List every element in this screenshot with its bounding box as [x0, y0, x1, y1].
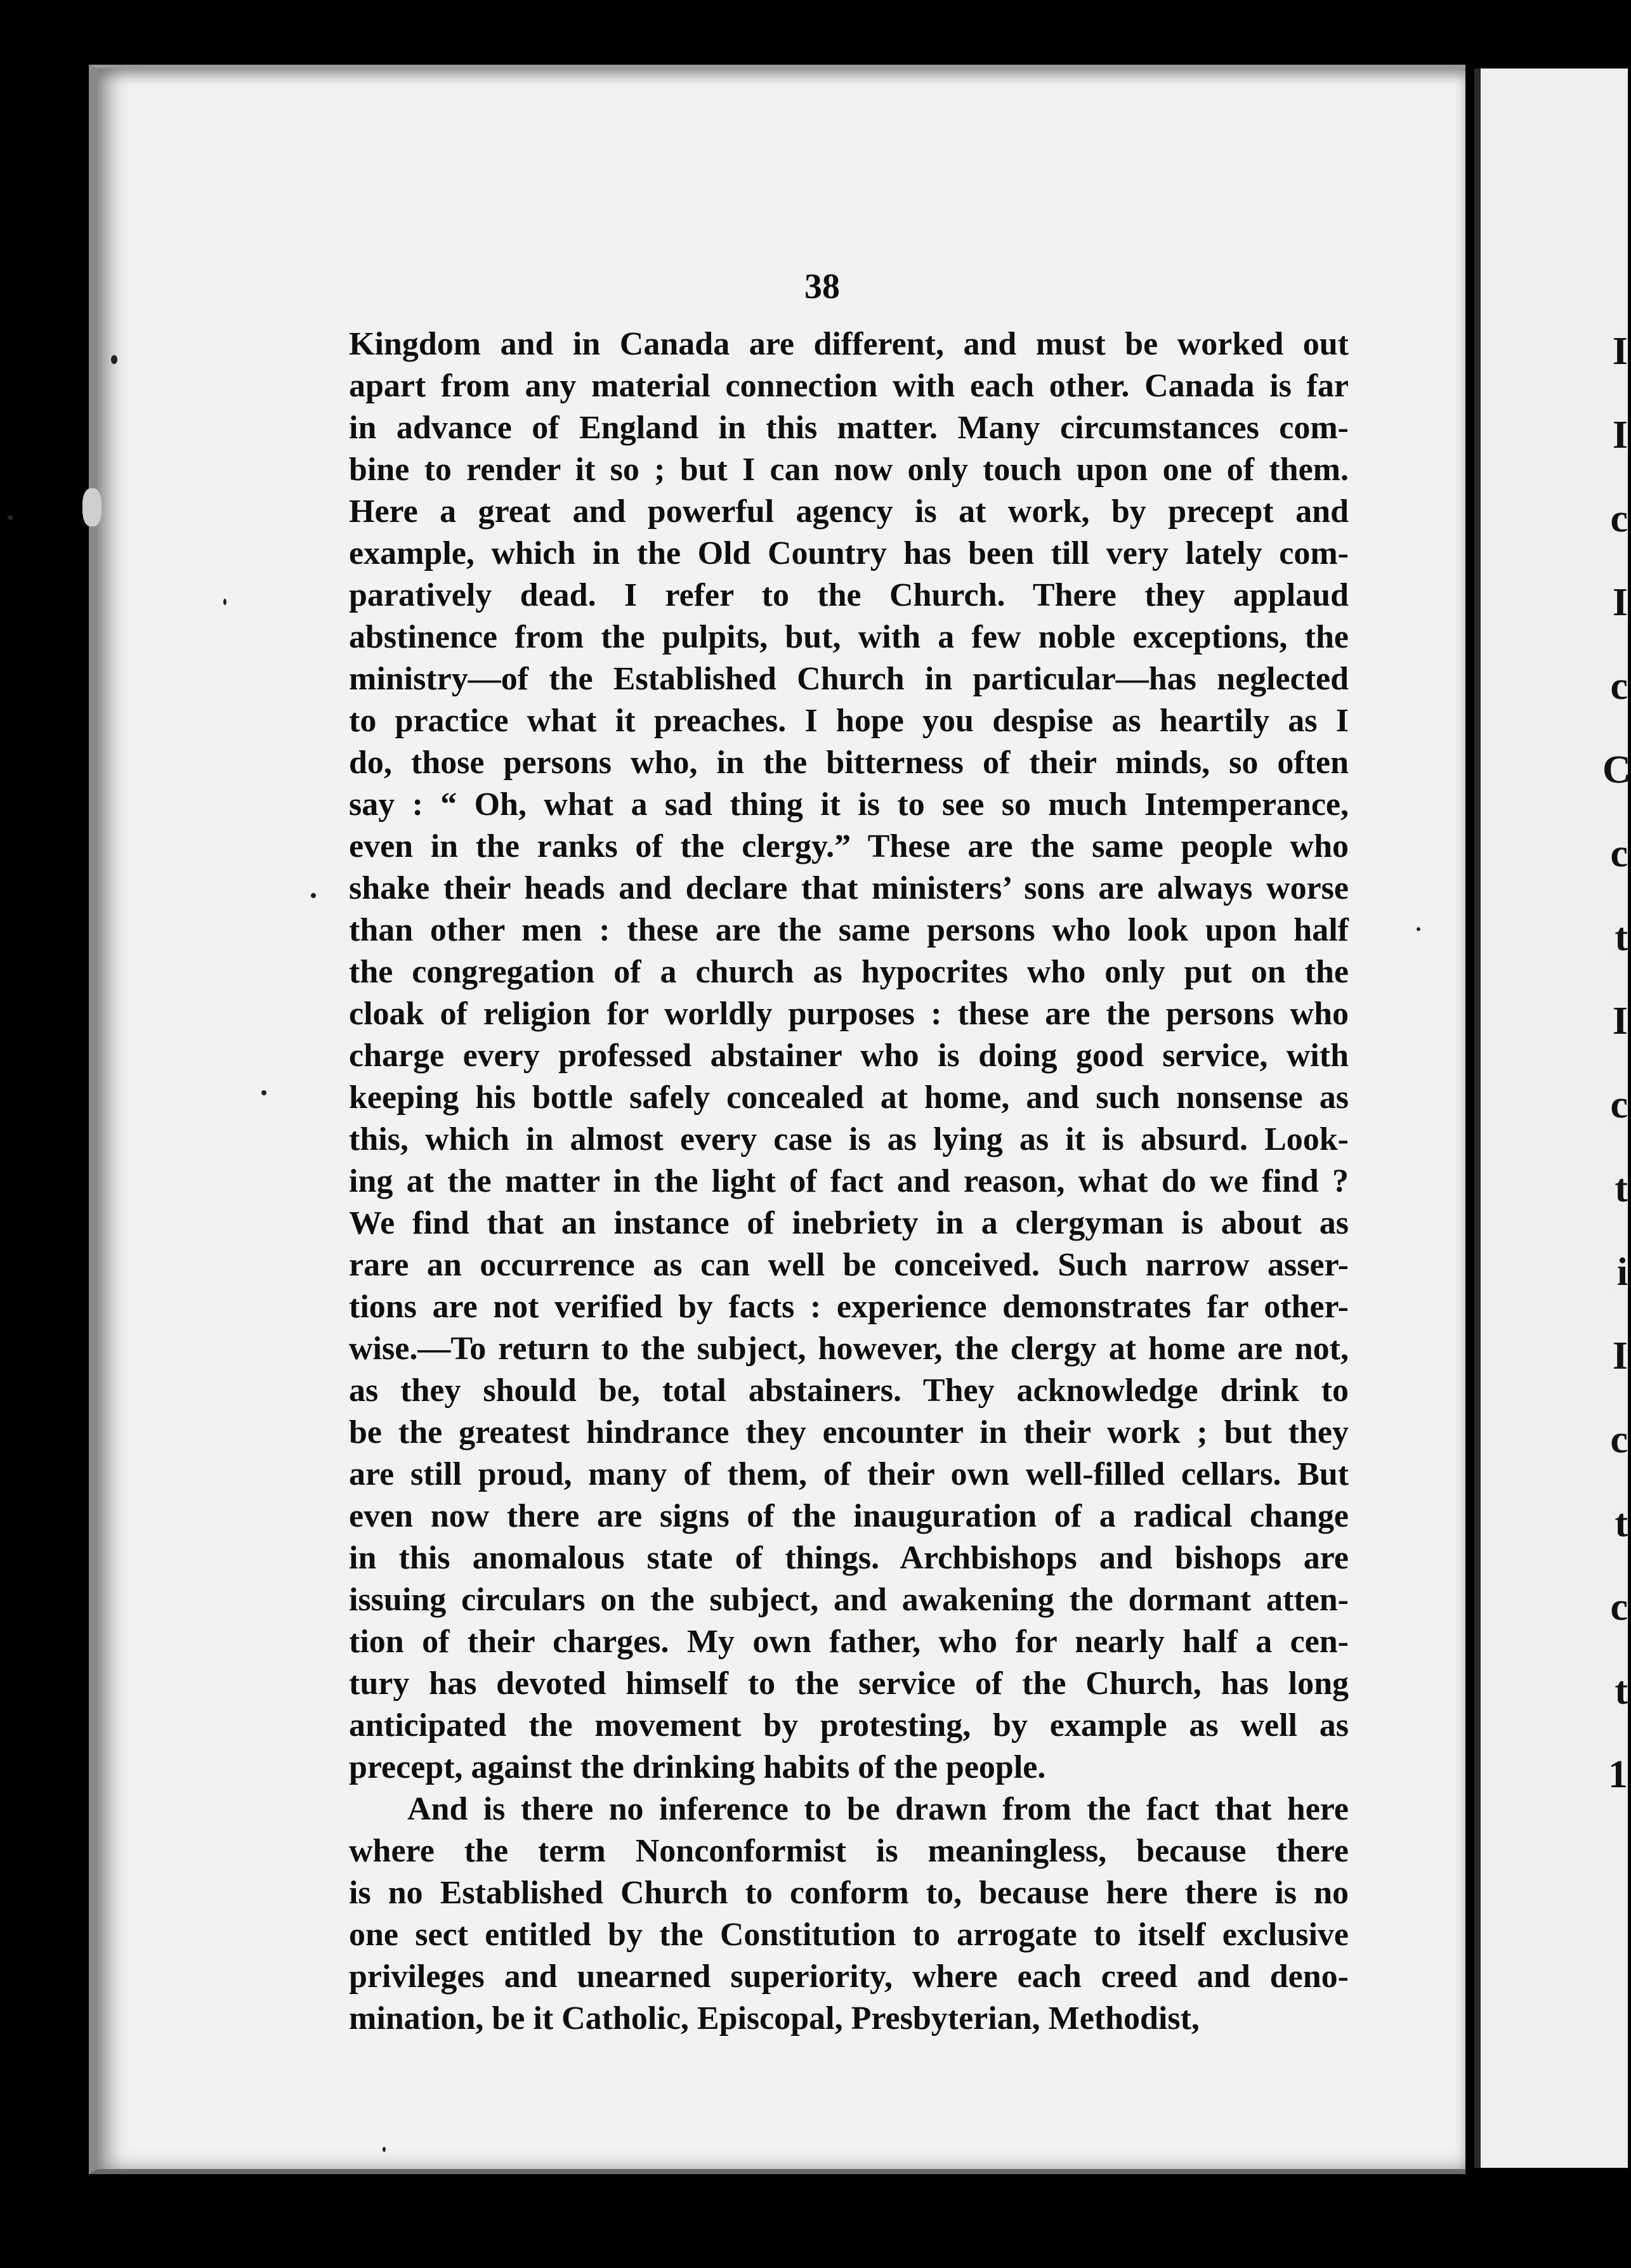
- text-line: shake their heads and declare that ministers’ sons are always worse: [349, 870, 1349, 906]
- edge-glyph: t: [1615, 1167, 1628, 1210]
- text-line: ministry—of the Established Church in particular—has neglected: [349, 661, 1349, 697]
- scan-speck: [223, 599, 226, 605]
- text-line: tury has devoted himself to the service of the Church, has long: [349, 1665, 1349, 1702]
- text-line: tion of their charges. My own father, who for nearly half a cen-: [349, 1624, 1349, 1660]
- scan-speck: [111, 355, 117, 364]
- text-line: than other men : these are the same persons who look upon half: [349, 912, 1349, 948]
- edge-glyph: c: [1610, 832, 1628, 875]
- scan-speck: [311, 893, 316, 898]
- text-line: We find that an instance of inebriety in a clergyman is about as: [349, 1205, 1349, 1241]
- page-number: 38: [804, 267, 840, 306]
- text-line: where the term Nonconformist is meaningless, because there: [349, 1833, 1349, 1869]
- edge-glyph: c: [1610, 1586, 1628, 1629]
- text-line: cloak of religion for worldly purposes : these are the persons who: [349, 996, 1349, 1032]
- scan-speck: [8, 515, 13, 520]
- body-text: [349, 323, 1349, 2040]
- text-line: rare an occurrence as can well be conceived. Such narrow asser-: [349, 1247, 1349, 1283]
- text-line: even in the ranks of the clergy.” These are the same people who: [349, 828, 1349, 864]
- edge-glyph: I: [1612, 1334, 1628, 1378]
- edge-glyph: I: [1612, 1000, 1628, 1043]
- text-line: in advance of England in this matter. Many circumstances com-: [349, 410, 1349, 446]
- edge-glyph: i: [1616, 1251, 1628, 1294]
- edge-glyph: I: [1612, 330, 1628, 373]
- scan-speck: [383, 2147, 386, 2152]
- text-line: in this anomalous state of things. Archbishops and bishops are: [349, 1540, 1349, 1576]
- text-line: are still proud, many of them, of their own well-filled cellars. But: [349, 1456, 1349, 1492]
- edge-glyph: C: [1602, 748, 1631, 792]
- edge-glyph: t: [1615, 1669, 1628, 1712]
- text-line: precept, against the drinking habits of the people.: [349, 1749, 1046, 1785]
- text-line: do, those persons who, in the bitterness of their minds, so often: [349, 745, 1349, 781]
- text-line: And is there no inference to be drawn from the fact that here: [407, 1791, 1349, 1827]
- text-line: is no Established Church to conform to, because here there is no: [349, 1875, 1349, 1911]
- edge-glyph: c: [1610, 1418, 1628, 1461]
- text-line: example, which in the Old Country has been till very lately com-: [349, 535, 1349, 571]
- adjacent-page-text-fragments: [1602, 310, 1631, 1816]
- text-line: bine to render it so ; but I can now only touch upon one of them.: [349, 452, 1349, 488]
- edge-glyph: c: [1610, 1083, 1628, 1126]
- text-line: tions are not verified by facts : experience demonstrates far other-: [349, 1289, 1349, 1325]
- edge-glyph: I: [1612, 414, 1628, 457]
- edge-glyph: c: [1610, 497, 1628, 540]
- edge-glyph: t: [1615, 1502, 1628, 1545]
- edge-glyph: t: [1615, 916, 1628, 959]
- text-line: as they should be, total abstainers. They acknowledge drink to: [349, 1372, 1349, 1409]
- text-line: wise.—To return to the subject, however, the clergy at home are not,: [349, 1331, 1349, 1367]
- text-line: this, which in almost every case is as lying as it is absurd. Look-: [349, 1121, 1349, 1157]
- adjacent-page-edge: [1474, 68, 1631, 2168]
- edge-glyph: 1: [1608, 1753, 1628, 1796]
- text-line: mination, be it Catholic, Episcopal, Presbyterian, Methodist,: [349, 2000, 1200, 2037]
- text-line: ing at the matter in the light of fact and reason, what do we find ?: [349, 1163, 1349, 1199]
- text-line: even now there are signs of the inauguration of a radical change: [349, 1498, 1349, 1534]
- scan-speck: [1417, 927, 1420, 931]
- text-line: one sect entitled by the Constitution to arrogate to itself exclusive: [349, 1917, 1349, 1953]
- text-line: abstinence from the pulpits, but, with a few noble exceptions, the: [349, 619, 1349, 655]
- text-line: to practice what it preaches. I hope you despise as heartily as I: [349, 703, 1349, 739]
- text-line: Here a great and powerful agency is at work, by precept and: [349, 493, 1349, 530]
- text-line: apart from any material connection with each other. Canada is far: [349, 368, 1349, 404]
- text-line: be the greatest hindrance they encounter in their work ; but they: [349, 1414, 1349, 1450]
- text-line: anticipated the movement by protesting, by example as well as: [349, 1707, 1349, 1743]
- text-line: Kingdom and in Canada are different, and must be worked out: [349, 326, 1349, 362]
- text-line: the congregation of a church as hypocrites who only put on the: [349, 954, 1349, 990]
- text-line: issuing circulars on the subject, and awakening the dormant atten-: [349, 1582, 1349, 1618]
- scan-speck: [261, 1090, 266, 1095]
- text-line: paratively dead. I refer to the Church. There they applaud: [349, 577, 1349, 613]
- edge-glyph: c: [1610, 665, 1628, 708]
- text-line: keeping his bottle safely concealed at home, and such nonsense as: [349, 1079, 1349, 1116]
- text-line: say : “ Oh, what a sad thing it is to see so much Intemperance,: [349, 786, 1349, 823]
- scan-speck: [82, 488, 102, 526]
- edge-glyph: I: [1612, 581, 1628, 624]
- text-line: charge every professed abstainer who is doing good service, with: [349, 1038, 1349, 1074]
- text-line: privileges and unearned superiority, where each creed and deno-: [349, 1958, 1349, 1995]
